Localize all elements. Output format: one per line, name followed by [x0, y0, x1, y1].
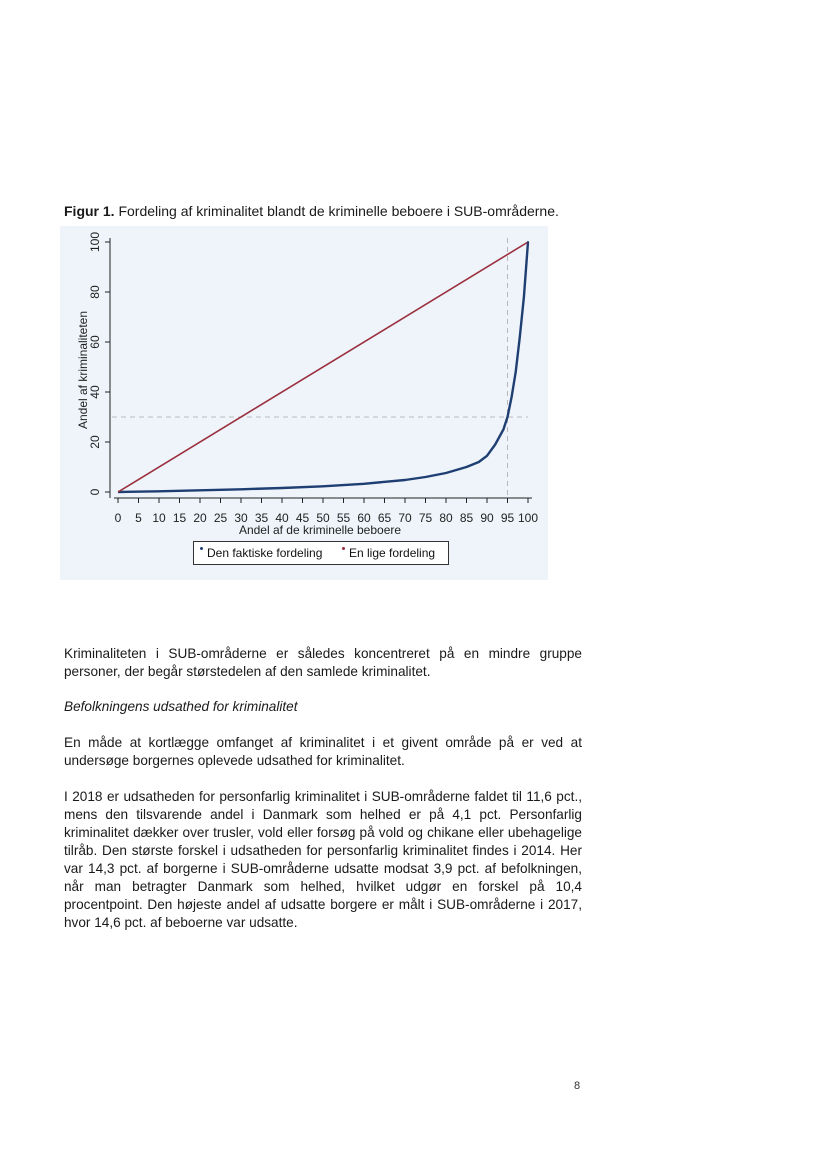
x-tick-label: 70 — [398, 511, 412, 525]
x-tick-label: 65 — [377, 511, 392, 525]
series-point-actual — [527, 241, 529, 243]
legend-label-equal: En lige fordeling — [349, 546, 436, 560]
y-tick-label: 40 — [88, 385, 102, 399]
x-tick-label: 20 — [193, 511, 207, 525]
legend-marker-actual — [200, 547, 203, 550]
series-line-equal — [118, 242, 528, 492]
figure-caption-label: Figur 1. — [64, 203, 115, 219]
paragraph-2018: I 2018 er udsatheden for personfarlig kriminalitet i SUB-områderne faldet til 11,6 pct., mens den tilsvarende andel i Danmark som helhed er på 4,1 pct. Personfarlig kriminalitet dækker over trusler, vold eller forsøg på vold og chikane eller ubehagelige tilråb. Den største forskel i udsatheden for personfarlig kriminalitet findes i 2014. Her var 14,3 pct. af borgerne i SUB-områderne udsatte modsat 3,9 pct. af befolkningen, når man betragter Danmark som helhed, hvilket udgør en forskel på 10,4 procentpoint. Den højeste andel af udsatte borgere er målt i SUB-områderne i 2017, hvor 14,6 pct. af beboerne var udsatte. — [64, 789, 582, 930]
x-tick-label: 75 — [418, 511, 433, 525]
x-tick-label: 55 — [336, 511, 351, 525]
legend-marker-equal — [342, 547, 345, 550]
chart-legend — [193, 541, 449, 565]
legend-label-actual: Den faktiske fordeling — [207, 546, 323, 560]
section-heading: Befolkningens udsathed for kriminalitet — [64, 699, 298, 714]
y-tick-label: 80 — [88, 285, 102, 299]
x-tick-label: 5 — [135, 511, 142, 525]
x-tick-label: 80 — [439, 511, 453, 525]
y-tick-label: 20 — [88, 435, 102, 449]
x-tick-label: 95 — [500, 511, 515, 525]
y-axis-label: Andel af kriminaliteten — [76, 310, 90, 430]
x-tick-label: 45 — [295, 511, 310, 525]
x-tick-label: 90 — [480, 511, 494, 525]
x-tick-label: 30 — [234, 511, 248, 525]
x-tick-label: 85 — [459, 511, 474, 525]
x-tick-label: 15 — [172, 511, 187, 525]
x-axis-label: Andel af de kriminelle beboere — [238, 523, 402, 537]
y-tick-label: 60 — [88, 335, 102, 349]
x-tick-label: 10 — [152, 511, 166, 525]
x-tick-label: 60 — [357, 511, 371, 525]
legend-item-actual — [200, 546, 322, 560]
figure-caption-text: Fordeling af kriminalitet blandt de kriminelle beboere i SUB-områderne. — [114, 203, 559, 219]
y-tick-label: 0 — [88, 488, 102, 496]
series-point-actual — [519, 336, 521, 338]
page-number: 8 — [574, 1080, 581, 1092]
x-tick-label: 50 — [316, 511, 330, 525]
x-tick-label: 40 — [275, 511, 289, 525]
series-point-actual — [523, 296, 525, 298]
x-tick-label: 0 — [114, 511, 122, 525]
x-tick-label: 35 — [254, 511, 269, 525]
paragraph-concentration: Kriminaliteten i SUB-områderne er således koncentreret på en mindre gruppe personer, der begår størstedelen af den samlede kriminalitet. — [64, 646, 582, 679]
x-tick-label: 100 — [517, 511, 539, 525]
y-tick-label: 100 — [88, 231, 102, 253]
paragraph-method: En måde at kortlægge omfanget af kriminalitet i et givent område på er ved at undersøge borgernes oplevede udsathed for kriminalitet. — [64, 735, 582, 768]
x-tick-label: 25 — [213, 511, 228, 525]
legend-item-equal — [342, 546, 435, 560]
